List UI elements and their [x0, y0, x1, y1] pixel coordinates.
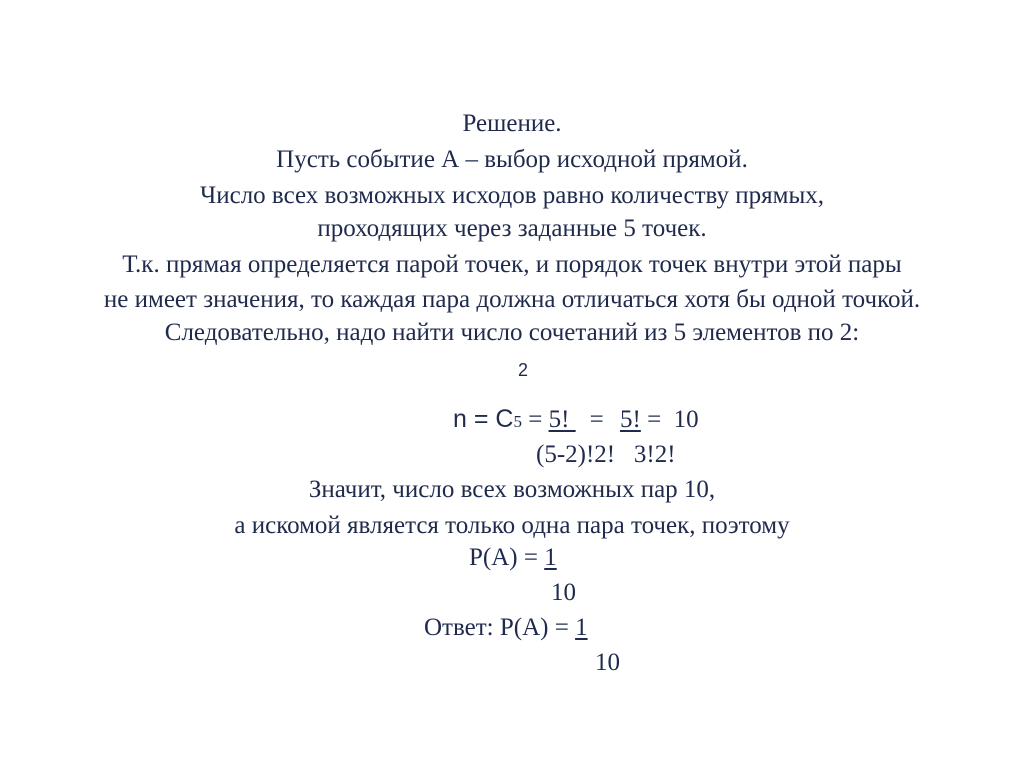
- combination-subscript: 5: [513, 412, 522, 431]
- combination-superscript: 2: [518, 360, 529, 380]
- answer-denominator: 10: [595, 649, 620, 676]
- numerator-2: 5!: [620, 406, 641, 433]
- probability-numerator: 1: [544, 544, 557, 571]
- denominators: (5-2)!2! 3!2!: [536, 441, 676, 468]
- equals-2: =: [589, 406, 610, 433]
- answer-probability-label: P(A) =: [493, 614, 576, 641]
- numerator-1: 5!: [548, 406, 576, 433]
- text-line-2: Число всех возможных исходов равно количеству прямых,: [199, 182, 824, 209]
- combination-formula: [453, 404, 699, 437]
- answer-expression: [424, 613, 588, 643]
- solution-heading: Решение.: [462, 110, 562, 137]
- text-line-6: Следовательно, надо найти число сочетаний из 5 элементов по 2:: [164, 319, 860, 346]
- probability-denominator: 10: [551, 579, 576, 606]
- answer-numerator: 1: [575, 614, 588, 641]
- answer-label: Ответ:: [424, 614, 494, 641]
- n-label: n = C: [453, 405, 514, 433]
- equals-result: = 10: [640, 406, 699, 433]
- conclusion-line-2: а искомой является только одна пара точек, поэтому: [234, 512, 790, 539]
- text-line-5: не имеет значения, то каждая пара должна отличаться хотя бы одной точкой.: [103, 286, 921, 313]
- conclusion-line-1: Значит, число всех возможных пар 10,: [308, 476, 716, 503]
- equals-1: =: [521, 406, 549, 433]
- text-line-3: проходящих через заданные 5 точек.: [317, 215, 707, 242]
- probability-expression: [469, 543, 557, 573]
- text-line-4: Т.к. прямая определяется парой точек, и порядок точек внутри этой пары: [122, 251, 902, 278]
- probability-label: P(A) =: [469, 544, 545, 571]
- text-line-1: Пусть событие А – выбор исходной прямой.: [276, 146, 748, 173]
